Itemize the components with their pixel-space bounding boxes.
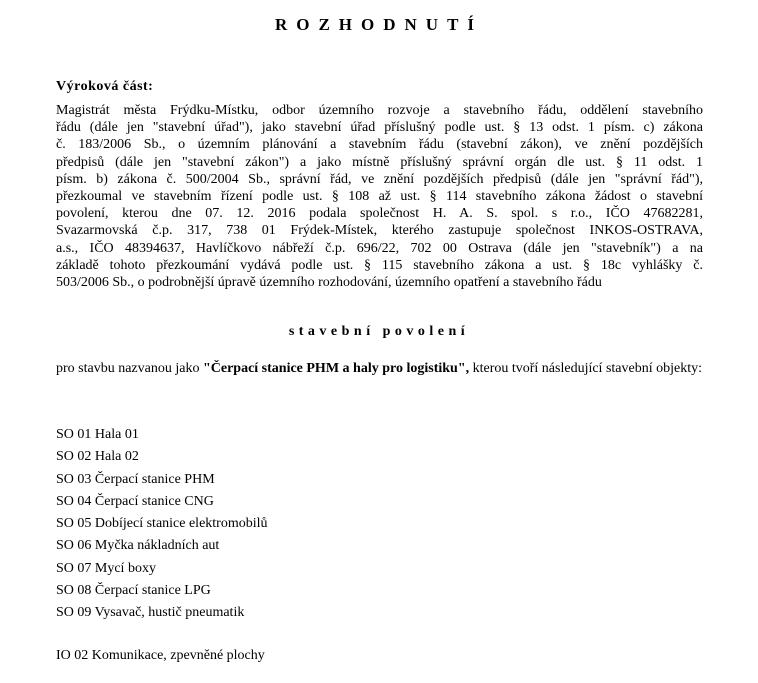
intro-text bbox=[56, 358, 706, 380]
decision-paragraph bbox=[56, 102, 703, 291]
building-object-item: SO 07 Mycí boxy bbox=[56, 560, 156, 576]
building-object-item: SO 08 Čerpací stanice LPG bbox=[56, 583, 211, 599]
paragraph-line: řádu (dále jen "stavební úřad"), jako stavební úřad příslušný podle ust. § 13 odst. 1 písm. c) zákona bbox=[56, 120, 703, 136]
intro-prefix: pro stavbu nazvanou jako bbox=[56, 361, 203, 376]
paragraph-line: a.s., IČO 48394637, Havlíčkovo nábřeží č.p. 696/22, 702 00 Ostrava (dále jen "stavebník") a na bbox=[56, 240, 703, 256]
paragraph-line: povolení, kterou dne 07. 12. 2016 podala společnost H. A. S. spol. s r.o., IČO 47682281, bbox=[56, 206, 703, 222]
paragraph-line: Svazarmovská č.p. 317, 738 01 Frýdek-Místek, kterého zastupuje společnost INKOS-OSTRAVA, bbox=[56, 223, 703, 239]
building-object-item: SO 06 Myčka nákladních aut bbox=[56, 538, 220, 554]
building-object-item: SO 05 Dobíjecí stanice elektromobilů bbox=[56, 516, 268, 532]
paragraph-line: 503/2006 Sb., o podrobnější úpravě územního rozhodování, územního opatření a stavebního řádu bbox=[56, 275, 602, 291]
paragraph-line: předpisů (dále jen "stavební zákon") a jako místně příslušný správní orgán dle ust. § 11 odst. 1 bbox=[56, 154, 703, 170]
document-title: ROZHODNUTÍ bbox=[274, 15, 484, 34]
building-object-item: SO 09 Vysavač, hustič pneumatik bbox=[56, 605, 245, 621]
building-object-item: SO 04 Čerpací stanice CNG bbox=[56, 493, 214, 509]
paragraph-line: č. 183/2006 Sb., o územním plánování a stavebním řádu (stavební zákon), ve znění pozdějších bbox=[56, 137, 703, 153]
building-objects-list bbox=[56, 424, 268, 625]
project-name: "Čerpací stanice PHM a haly pro logistiku", bbox=[202, 361, 470, 376]
paragraph-line: základě tohoto přezkoumání vydává podle ust. § 115 stavebního zákona a ust. § 18c vyhlášky č. bbox=[56, 257, 703, 273]
infrastructure-object-item: IO 02 Komunikace, zpevněné plochy bbox=[56, 648, 265, 663]
paragraph-line: přezkoumal ve stavebním řízení podle ust. § 108 až ust. § 114 stavebního zákona žádost o stavební bbox=[56, 189, 703, 205]
decision-subtitle: stavební povolení bbox=[288, 324, 470, 339]
paragraph-line: písm. b) zákona č. 500/2004 Sb., správní řád, ve znění pozdějších předpisů (dále jen "správní řád"), bbox=[56, 171, 703, 187]
building-object-item: SO 03 Čerpací stanice PHM bbox=[56, 471, 215, 487]
intro-suffix: kterou tvoří následující stavební objekty: bbox=[469, 361, 702, 376]
paragraph-line: Magistrát města Frýdku-Místku, odbor územního rozvoje a stavebního řádu, oddělení stavebního bbox=[56, 103, 703, 118]
section-heading: Výroková část: bbox=[56, 79, 154, 94]
building-object-item: SO 01 Hala 01 bbox=[56, 427, 139, 442]
building-object-item: SO 02 Hala 02 bbox=[56, 449, 139, 465]
